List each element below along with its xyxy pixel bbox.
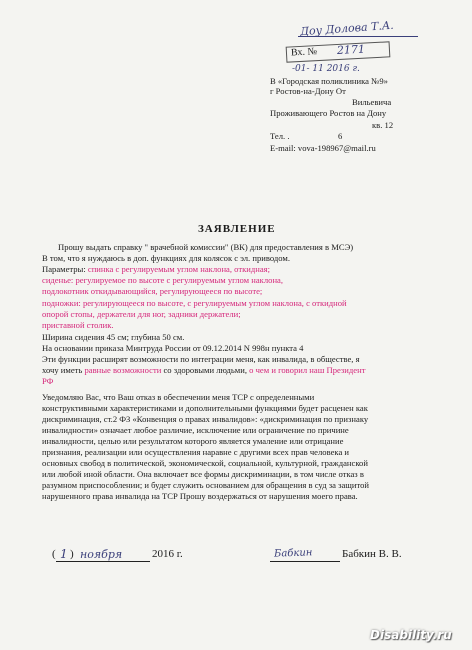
params-backrest: спинка с регулируемым углом наклона, откидная; <box>87 264 270 274</box>
params-line <box>42 264 270 274</box>
notice-line: признания, реализации или осуществления наравне с другими всех прав человека и <box>42 447 350 457</box>
from-name: Вильевича <box>352 97 392 107</box>
integration-line-2 <box>42 365 365 375</box>
date-close-paren: ) <box>70 548 74 560</box>
site-watermark: Disability.ru <box>370 628 452 642</box>
signer-name: Бабкин В. В. <box>342 548 402 560</box>
need-paragraph: В том, что я нуждаюсь в доп. функциях для колясок с эл. приводом. <box>42 253 290 263</box>
tel-digit: 6 <box>338 131 343 141</box>
notice-line: инвалидности» означает любое различие, исключение или ограничение по причине <box>42 425 349 435</box>
notice-line: основных свобод в политической, экономической, социальной, культурной, гражданской <box>42 458 368 468</box>
equal-opportunities: равные возможности <box>84 365 162 375</box>
params-footrest-2: опорой стопы, держатели для ног, задники держатели; <box>42 309 241 319</box>
integration-want: хочу иметь <box>42 365 83 375</box>
stamp-label: Вх. № <box>290 46 318 59</box>
notice-line: разумном приспособлении; и будет служить основанием для обращения в суд за защитой <box>42 480 370 490</box>
stamp-number: 2171 <box>336 42 366 58</box>
date-year: 2016 г. <box>152 548 183 560</box>
notice-line: конструктивными характеристиками и дополнительными функциями будет расценен как <box>42 403 368 413</box>
notice-line: дискриминация, ст.2 ФЗ «Конвенция о правах инвалидов»: «дискриминация по признаку <box>42 414 369 424</box>
params-seat: сиденье: регулируемое по высоте с регулируемым углом наклона, <box>42 275 284 285</box>
date-month: ноября <box>80 548 123 561</box>
params-footrest-1: подножки: регулирующееся по высоте, с регулируемым углом наклона, с откидной <box>42 298 347 308</box>
integration-with: со здоровыми людьми, <box>163 365 247 375</box>
incoming-stamp <box>286 41 391 62</box>
document-title: ЗАЯВЛЕНИЕ <box>198 223 276 235</box>
stamp-date: -01- 11 2016 г. <box>292 64 360 74</box>
order-reference: На основании приказа Минтруда России от 09.12.2014 N 998н пункта 4 <box>42 343 304 353</box>
notice-line: инвалидности, целью или результатом которого является умаление или отрицание <box>42 436 344 446</box>
signature-line <box>270 561 340 562</box>
date-underline <box>56 561 150 562</box>
integration-line-1: Эти функции расширят возможности по интеграции меня, как инвалида, в обществе, я <box>42 354 360 364</box>
request-paragraph: Прошу выдать справку " врачебной комиссии" (ВК) для предоставления в МСЭ) <box>58 242 354 252</box>
handwritten-underline <box>298 36 418 37</box>
date-open-paren: ( <box>52 548 56 560</box>
params-table: приставной столик. <box>42 320 114 330</box>
date-day: 1 <box>60 547 68 561</box>
notice-line: или любой иной области. Она включает все формы дискриминации, в том числе отказ в <box>42 469 364 479</box>
tel-label: Тел. . <box>270 131 290 141</box>
notice-line: нарушенного права инвалида на ТСР Прошу воздержаться от нарушения моего права. <box>42 491 358 501</box>
addressee-line-1: В «Городская поликлиника №9» <box>270 76 388 86</box>
president-reference: о чем и говорил наш Президент <box>249 365 366 375</box>
resident-line-2: кв. 12 <box>372 120 394 130</box>
email-line: E-mail: vova-198967@mail.ru <box>270 143 376 153</box>
addressee-line-2: г Ростов-на-Дону От <box>270 86 346 96</box>
params-label: Параметры: <box>42 264 86 274</box>
integration-line-3: РФ <box>42 376 54 386</box>
seat-size: Ширина сидения 45 см; глубина 50 см. <box>42 332 185 342</box>
handwritten-signature: Бабкин <box>273 547 313 560</box>
resident-line-1: Проживающего Ростов на Дону <box>270 108 387 118</box>
notice-line: Уведомляю Вас, что Ваш отказ в обеспечении меня ТСР с определенными <box>42 392 315 402</box>
params-armrest: подлокотник откидывающийся, регулирующееся по высоте; <box>42 286 263 296</box>
handwritten-resolution: Доу Долова Т.А. <box>299 18 395 39</box>
